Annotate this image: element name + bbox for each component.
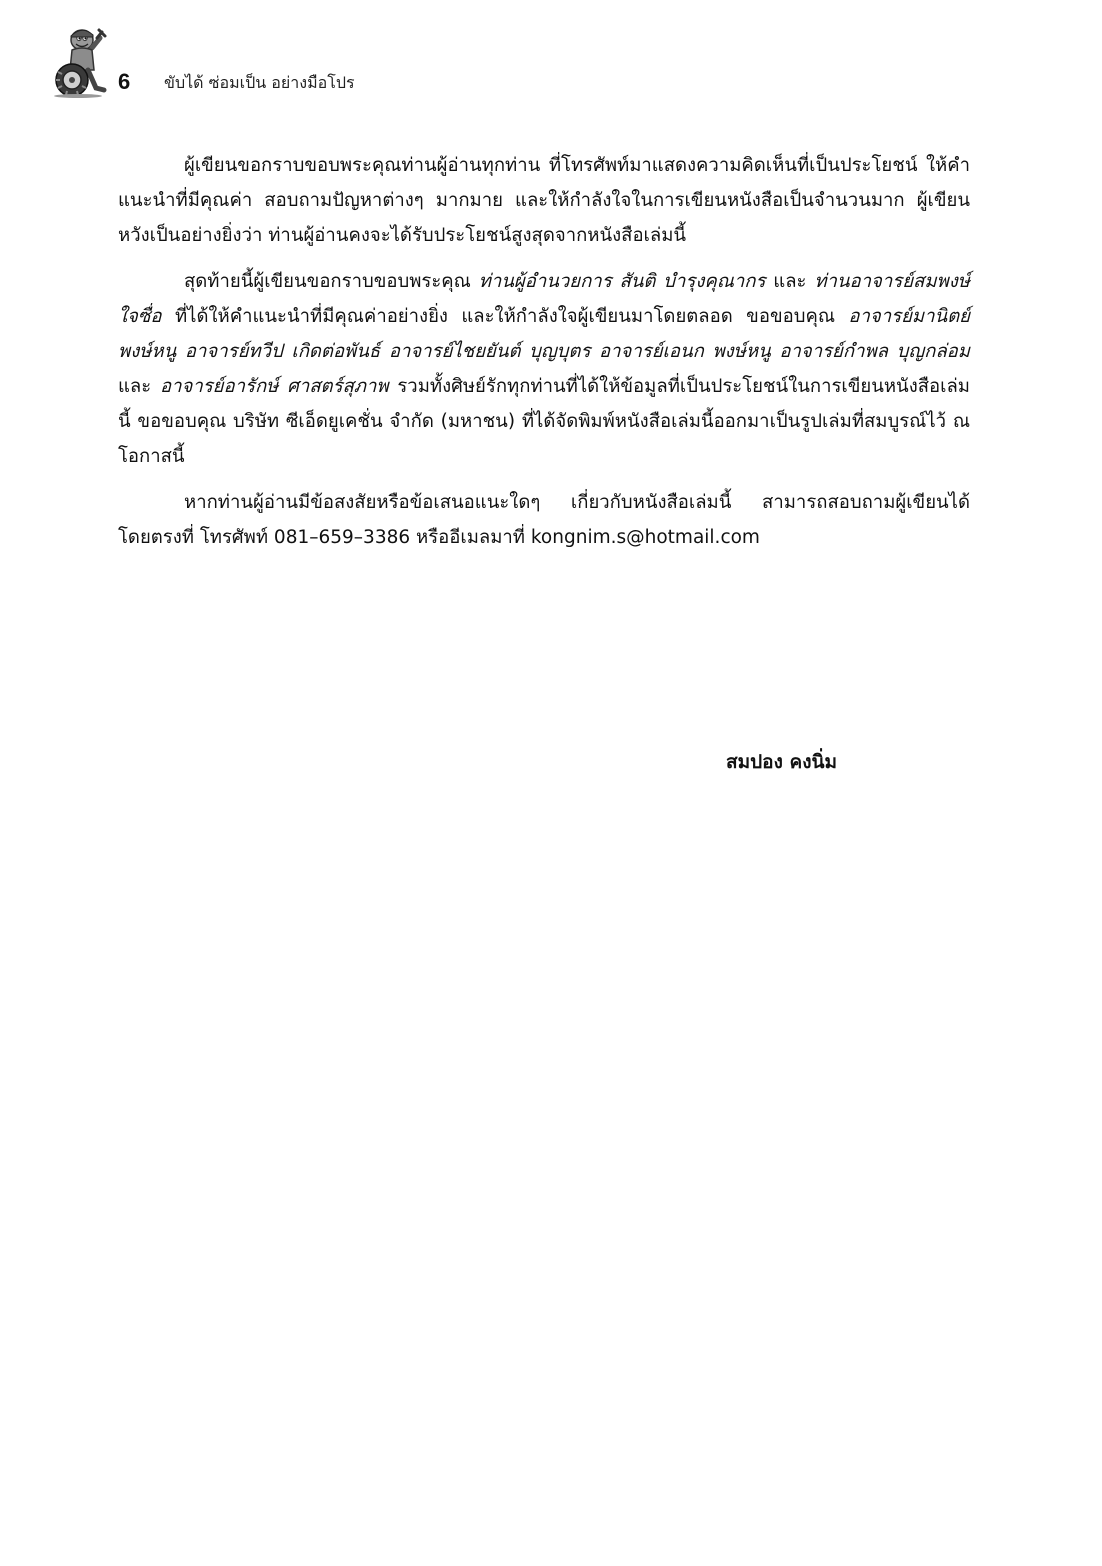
italic-name: ท่านอาจารย์สมพงษ์ ใจซื่อ <box>118 271 970 327</box>
page-number: 6 <box>118 69 131 94</box>
page-header <box>52 26 652 102</box>
contact-paragraph: หากท่านผู้อ่านมีข้อสงสัยหรือข้อเสนอแนะใดๆ เกี่ยวกับหนังสือเล่มนี้ สามารถสอบถามผู้เขียนได้โดยตรงที่ โทรศัพท์ 081–659–3386 หรืออีเมลมาที่ kongnim.s@hotmail.com <box>118 492 970 548</box>
paragraph-text: และ <box>118 376 160 397</box>
running-title: ขับได้ ซ่อมเป็น อย่างมือโปร <box>164 73 355 92</box>
author-signature: สมปอง คงนิ่ม <box>726 751 837 773</box>
paragraph-text: ที่ได้ให้คำแนะนำที่มีคุณค่าอย่างยิ่ง และให้กำลังใจผู้เขียนมาโดยตลอด ขอขอบคุณ <box>161 306 849 327</box>
italic-name: ท่านผู้อำนวยการ สันติ บำรุงคุณากร <box>478 271 766 292</box>
page-body <box>118 148 970 566</box>
acknowledgement-paragraph-readers: ผู้เขียนขอกราบขอบพระคุณท่านผู้อ่านทุกท่าน ที่โทรศัพท์มาแสดงความคิดเห็นที่เป็นประโยชน์ ให้คำแนะนำที่มีคุณค่า สอบถามปัญหาต่างๆ มากมาย และให้กำลังใจในการเขียนหนังสือเป็นจำนวนมาก ผู้เขียนหวังเป็นอย่างยิ่งว่า ท่านผู้อ่านคงจะได้รับประโยชน์สูงสุดจากหนังสือเล่มนี้ <box>118 155 970 246</box>
italic-name-list: อาจารย์มานิตย์ พงษ์หนู อาจารย์ทวีป เกิดต่อพันธ์ อาจารย์ไชยยันต์ บุญบุตร อาจารย์เอนก พงษ์หนู อาจารย์กำพล บุญกล่อม <box>118 306 970 362</box>
paragraph-text: สุดท้ายนี้ผู้เขียนขอกราบขอบพระคุณ <box>184 271 479 292</box>
mechanic-mascot-icon <box>52 26 110 98</box>
italic-name: อาจารย์อารักษ์ ศาสตร์สุภาพ <box>160 376 389 397</box>
paragraph-text: รวมทั้งศิษย์รักทุกท่านที่ได้ให้ข้อมูลที่เป็นประโยชน์ในการเขียนหนังสือเล่มนี้ ขอขอบคุณ บริษัท ซีเอ็ดยูเคชั่น จำกัด (มหาชน) ที่ได้จัดพิมพ์หนังสือเล่มนี้ออกมาเป็นรูปเล่มที่สมบูรณ์ไว้ ณ โอกาสนี้ <box>118 376 970 467</box>
paragraph-text: และ <box>765 271 815 292</box>
acknowledgement-paragraph-mentors <box>118 264 970 474</box>
